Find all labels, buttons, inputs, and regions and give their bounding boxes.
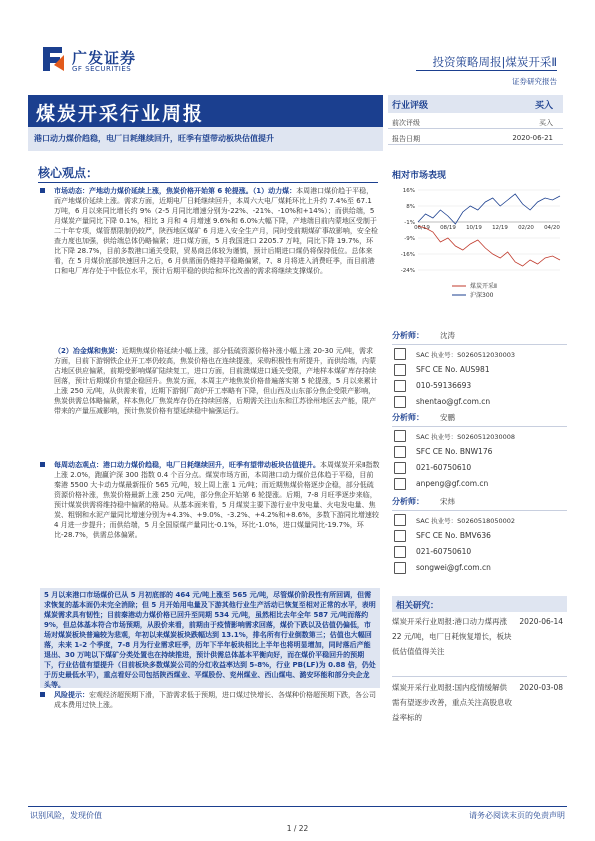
rating-value: 买入 (534, 101, 553, 111)
email-row[interactable] (392, 476, 567, 492)
sfc-ce: SFC CE No. AUS981 (416, 365, 490, 374)
analyst-name: 安鹏 (440, 413, 455, 422)
id-card-icon (394, 348, 406, 360)
phone-icon (394, 380, 406, 392)
analyst-name: 沈涛 (440, 331, 455, 340)
related-research-item[interactable] (392, 680, 567, 730)
sac-cert: SAC 执业号：S0260518050002 (416, 517, 516, 525)
rating-row-date (388, 131, 563, 145)
title-banner (28, 95, 383, 151)
series-line (418, 226, 560, 266)
risk-paragraph (40, 690, 380, 712)
email-address[interactable]: shentao@gf.com.cn (416, 397, 491, 406)
sac-cert: SAC 执业号：S0260512030003 (416, 351, 516, 359)
cert-row (392, 428, 567, 444)
rating-row-previous (388, 115, 563, 129)
cert-row (392, 346, 567, 362)
series-line (418, 194, 560, 224)
related-research-date: 2020-06-14 (519, 617, 563, 626)
y-tick-label: -1% (404, 220, 415, 226)
footer-divider (28, 806, 567, 807)
cert-row (392, 512, 567, 528)
email-row[interactable] (392, 394, 567, 410)
related-research-heading (392, 596, 567, 612)
core-divider (38, 182, 378, 183)
phone-row (392, 544, 567, 560)
analyst-label: 分析师： (392, 331, 424, 340)
divider (392, 426, 567, 427)
paragraph-body: 本周港口煤价趋于平稳，而产地煤价延续上涨。需求方面，近期电厂日耗继续回升，本周六大电厂煤耗环比上升约 7.4%至 67.1 万吨，6 月以来同比增长约 9%（2-5 月同比增速分别为-22%、-21%、-10%和+14%）；而供给端，5 月煤炭产量同比下降 0.1%，相比 3 月和 4 月增速 9.6%和 6.0%大幅下降，产地端目前内蒙地区受制于二十年专项，煤管票限制仍较严，陕西地区煤矿 6 月进入安全生产月，同时受前期煤矿事故影响，安全检查力度也加强，供给端总体仍略偏紧；进口煤方面，5 月我国进口 2205.7 万吨，同比下降 19.7%，环比下降 28.7%，目前多数港口通关受限，贸易商总体较为谨慎，预计后期进口煤仍将保持低位。总体来看，在 5 月煤价底部快速回升之后，6 月供需面仍维持平稳略偏紧，7、8 月将进入消费旺季，而目前港口和电厂库存处于中低位水平，预计后期平稳的供给和环比改善的需求将继续支撑煤价。 (54, 187, 378, 275)
risk-body: 宏观经济超预期下滑，下游需求低于预期，进口煤过快增长、各煤种价格超预期下跌，各公司成本费用过快上涨。 (54, 691, 376, 709)
bullet-icon (40, 462, 45, 467)
email-address[interactable]: anpeng@gf.com.cn (416, 479, 489, 488)
analyst-name: 宋炜 (440, 497, 455, 506)
analyst-card (392, 496, 567, 588)
x-tick-label: 02/20 (518, 225, 534, 231)
logo-text-cn: 广发证券 (72, 49, 137, 67)
email-address[interactable]: songwei@gf.com.cn (416, 563, 491, 572)
x-tick-label: 04/20 (544, 225, 560, 231)
analyst-label: 分析师： (392, 497, 424, 506)
divider (392, 344, 567, 345)
id-card-icon (394, 364, 406, 376)
id-card-icon (394, 530, 406, 542)
analyst-label: 分析师： (392, 413, 424, 422)
rating-row-value: 2020-06-21 (512, 134, 553, 142)
header-divider (416, 70, 557, 71)
core-views-heading: 核心观点： (38, 166, 99, 180)
market-performance-heading: 相对市场表现 (392, 171, 447, 181)
page-number: 1 / 22 (286, 824, 309, 833)
related-research-item[interactable] (392, 614, 567, 674)
gf-logo (40, 45, 160, 75)
y-tick-label: -16% (400, 252, 415, 258)
relative-performance-chart (392, 182, 564, 322)
legend-label: 沪深300 (470, 292, 494, 299)
related-research-title-text[interactable]: 煤炭开采行业周报:国内疫情缓解供需有望逐步改善，重点关注高股息收益率标的 (392, 683, 512, 722)
x-tick-label: 10/19 (466, 225, 482, 231)
coking-coal-paragraph (54, 346, 380, 458)
paragraph-body: 本周煤炭开采Ⅱ指数上涨 2.0%，跑赢沪深 300 指数 0.4 个百分点。煤炭市场方面，本周港口动力煤价总体趋于平稳，目前秦港 5500 大卡动力煤最新报价 565 元/吨，较上周上涨 1 元/吨；而近期焦煤价格逐步企稳，部分低硫资源价格补涨，焦炭价格最新上涨 250 元/吨，部分焦企开始第 6 轮提涨。后期，7-8 月旺季逐步来临，预计煤炭供需将维持稳中偏紧的格局。从基本面来看，5 月煤炭主要下游行业中发电量、火电发电量、焦炭、粗钢和水泥产量同比增速分别为+4.3%、+9.0%、-3.2%、+4.2%和+8.6%，多数下游同比增速较 4 月进一步提升；而供给端，5 月全国原煤产量同比-0.1%，环比-1.0%，进口煤量同比-19.7%，环比-28.7%，供需总体偏紧。 (54, 461, 380, 539)
mail-icon (394, 478, 406, 490)
analyst-card (392, 412, 567, 504)
analyst-card (392, 330, 567, 422)
report-subtitle: 港口动力煤价趋稳，电厂日耗继续回升，旺季有望带动板块估值提升 (34, 134, 274, 143)
related-research-date: 2020-03-08 (519, 683, 563, 692)
footer-slogan: 识别风险，发现价值 (30, 811, 102, 820)
id-card-icon (394, 446, 406, 458)
phone-icon (394, 462, 406, 474)
id-card-icon (394, 514, 406, 526)
mail-icon (394, 396, 406, 408)
divider (392, 676, 567, 677)
mail-icon (394, 562, 406, 574)
rating-header (388, 95, 563, 113)
report-subtype: 证券研究报告 (512, 77, 557, 86)
phone-number: 021-60750610 (416, 547, 472, 556)
phone-icon (394, 546, 406, 558)
id-card-icon (394, 430, 406, 442)
rating-box (388, 95, 563, 151)
x-tick-label: 06/19 (414, 225, 430, 231)
divider (392, 510, 567, 511)
sac-cert: SAC 执业号：S0260512030008 (416, 433, 516, 441)
rating-row-value: 买入 (539, 119, 553, 127)
paragraph-lead: （2）冶金煤和焦炭： (54, 347, 122, 355)
y-tick-label: -24% (400, 268, 415, 274)
y-tick-label: 16% (402, 188, 415, 194)
legend-label: 煤炭开采Ⅱ (470, 283, 497, 290)
phone-number: 021-60750610 (416, 463, 472, 472)
subtitle-strip (28, 127, 383, 151)
rating-row-key: 报告日期 (392, 135, 420, 143)
paragraph-lead: 每周动态观点：港口动力煤价趋稳，电厂日耗继续回升，旺季有望带动板块估值提升。 (54, 461, 320, 469)
related-research-title: 相关研究： (396, 601, 439, 611)
sfc-ce: SFC CE No. BNW176 (416, 447, 493, 456)
phone-row (392, 378, 567, 394)
report-title: 煤炭开采行业周报 (36, 103, 205, 125)
related-research-title-text[interactable]: 煤炭开采行业周报:港口动力煤再涨 22 元/吨，电厂日耗恢复增长，板块低估值值得关注 (392, 617, 512, 656)
x-tick-label: 12/19 (492, 225, 508, 231)
y-tick-label: -9% (404, 236, 415, 242)
ce-row (392, 528, 567, 544)
rating-label: 行业评级 (392, 101, 429, 111)
logo-text-en: GF SECURITIES (72, 65, 132, 73)
sfc-ce: SFC CE No. BMV636 (416, 531, 491, 540)
bullet-icon (40, 692, 45, 697)
paragraph-body: 近期焦煤价格延续小幅上涨，部分低硫资源价格补涨小幅上涨 20-30 元/吨，需求方面，目前下游钢铁企业开工率仍较高，焦炭价格也在连续提涨，采购积极性有所提升，而供给端，内蒙古地区供应偏紧，前期受影响煤矿陆续复工，进口方面，目前澳煤进口通关受限，产地样本煤矿库存持续回落，预计后期煤价有望企稳回升。焦炭方面，本周主产地焦炭价格普遍落实第 5 轮提涨，5 月以来累计上涨 250 元/吨，从供需来看，近期下游钢厂高炉开工率略有下降，但山西及山东部分焦企受限产影响，焦炭供需总体略偏紧，样本焦化厂焦炭库存仍在持续回落，后期需关注山东和江苏徐州地区去产能，限产带来的产量压减影响，预计焦炭价格有望延续稳中偏强运行。 (54, 347, 378, 415)
weekly-view-paragraph (40, 460, 380, 588)
footer-disclaimer-note: 请务必阅读末页的免责声明 (469, 811, 565, 820)
ce-row (392, 362, 567, 378)
x-tick-label: 08/19 (440, 225, 456, 231)
ce-row (392, 444, 567, 460)
highlight-box: 5 月以来港口市场煤价已从 5 月初底部的 464 元/吨上涨至 565 元/吨，尽管煤价阶段性有所回调，但需求恢复的基本面仍未完全消除；但 5 月开始用电量及下游其他行业生产活动已恢复至相对正常的水平，表明煤炭需求具有韧性；目前秦港动力煤价格已回升至同期 534 元/吨，虽然相比去年全年 587 元/吨而落约 9%，但总体基本符合市场预期，从股价来看，前期由于疫情影响需求回落，煤价下跌以及估值仍偏低，市场对煤炭板块普遍较为悲观，年初以来煤炭板块跌幅达到 13.1%，排名所有行业倒数第三；估值也大幅回落，未来 1-2 个季度，7-8 月为行业需求旺季，历年下半年板块相比上半年也将明显增加，同时落后产能退出、30 万吨以下煤矿分类处置也在持续推进，预计供需总体基本平衡向好，而在煤价平稳回升的预期下，行业估值有望提升（目前板块多数煤炭公司的分红收益率达到 5-8%，行业 PB(LF)为 0.88 倍，仍处于历史最低水平），重点看好公司包括陕西煤业、平煤股份、兖州煤业、西山煤电、潞安环能和部分央企龙头等。 (40, 588, 380, 688)
paragraph-lead: 市场动态：产地动力煤价延续上涨，焦炭价格开始第 6 轮提涨。（1）动力煤： (54, 187, 297, 195)
bullet-icon (40, 188, 45, 193)
phone-row (392, 460, 567, 476)
logo-mark-icon (40, 45, 66, 73)
email-row[interactable] (392, 560, 567, 576)
phone-number: 010-59136693 (416, 381, 472, 390)
risk-lead: 风险提示： (54, 691, 89, 699)
market-dynamics-paragraph (40, 186, 380, 344)
rating-row-key: 前次评级 (392, 119, 420, 127)
y-tick-label: 8% (406, 204, 415, 210)
report-type: 投资策略周报|煤炭开采Ⅱ (432, 55, 557, 69)
